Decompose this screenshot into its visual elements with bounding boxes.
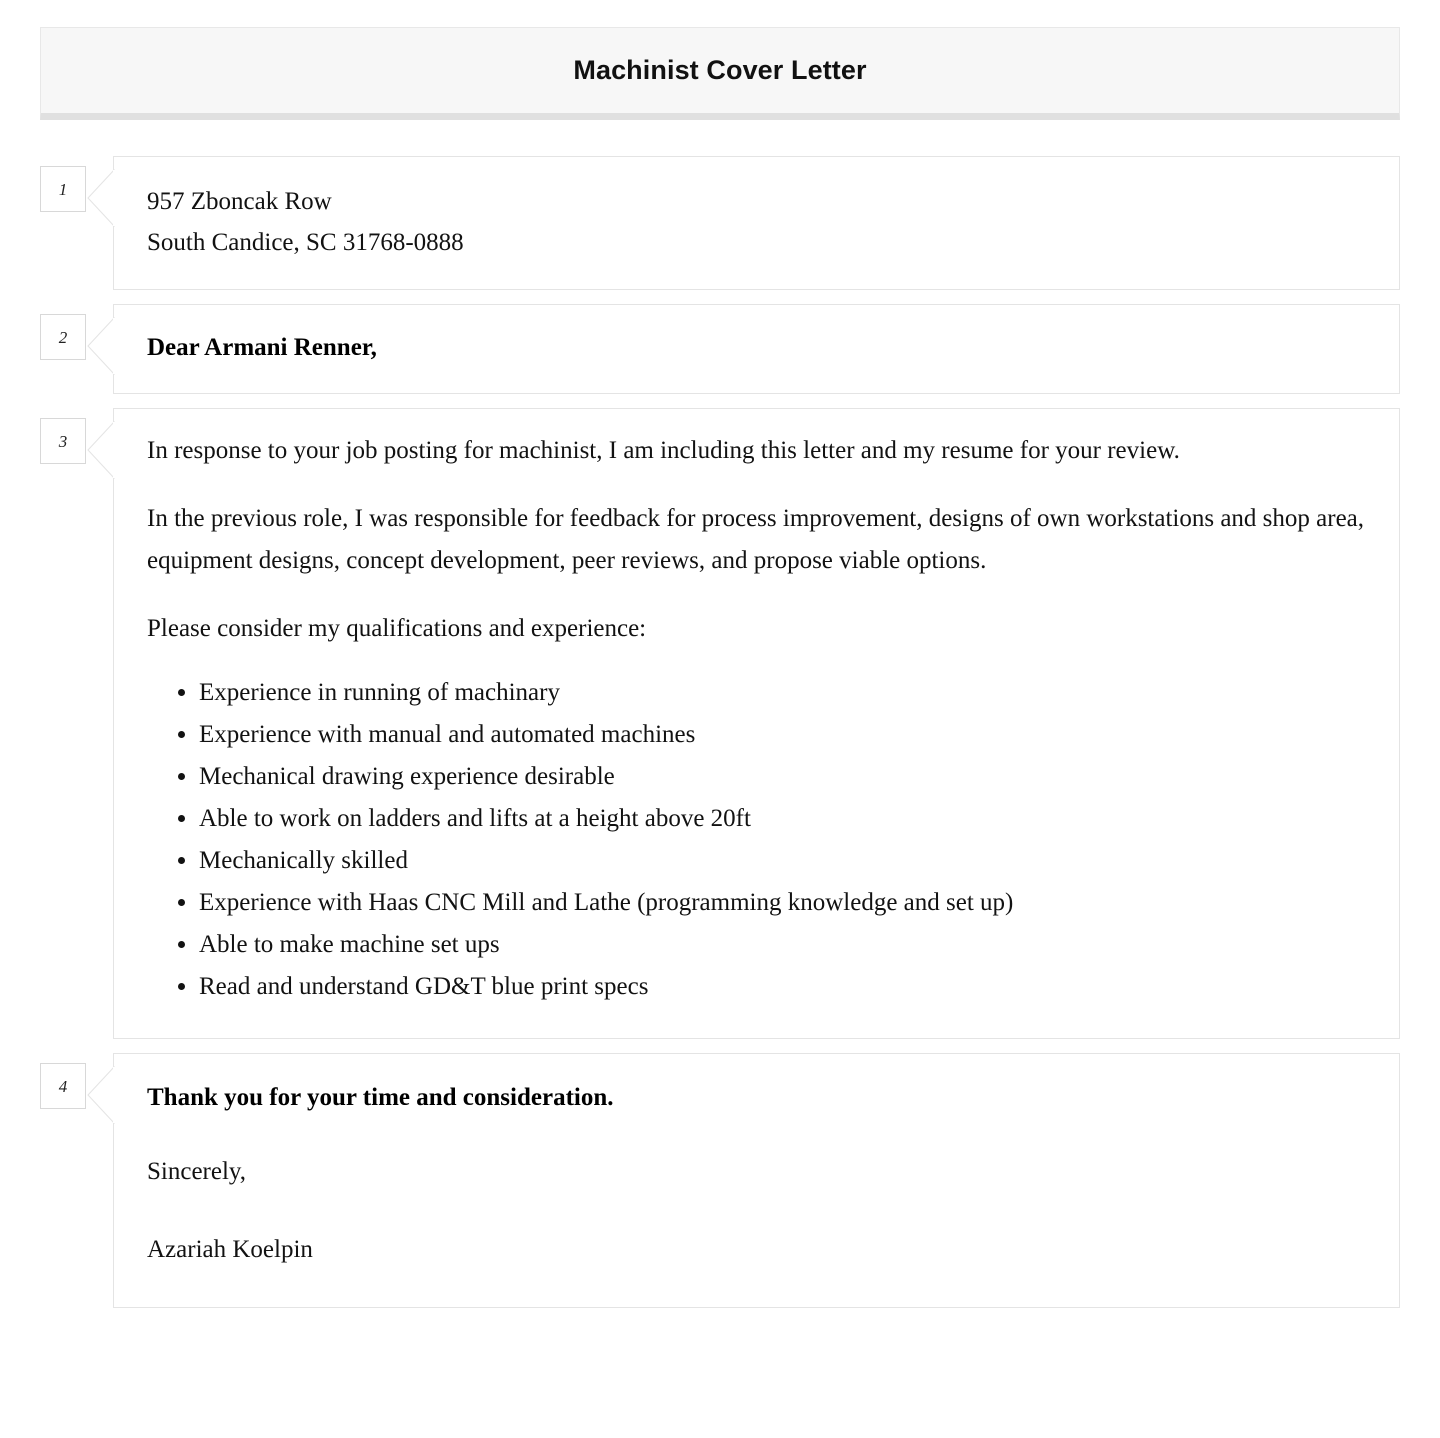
- list-item: • Able to make machine set ups: [199, 924, 1371, 966]
- section-tail-spacer-4: [86, 1053, 113, 1308]
- section-closing: [40, 1053, 1400, 1308]
- list-item: • Experience in running of machinary: [199, 672, 1371, 714]
- body-paragraph-3: Please consider my qualifications and experience:: [147, 615, 647, 642]
- cover-letter-page: [0, 27, 1440, 1366]
- signoff-text: Sincerely,: [147, 1158, 247, 1185]
- signature-text: Azariah Koelpin: [147, 1236, 313, 1263]
- page-title: Machinist Cover Letter: [573, 55, 867, 86]
- list-item: • Able to work on ladders and lifts at a height above 20ft: [199, 798, 1371, 840]
- section-letter-body: [40, 408, 1400, 1039]
- section-tail-spacer-2: [86, 304, 113, 394]
- list-item: • Read and understand GD&T blue print specs: [199, 966, 1371, 1008]
- thank-you-text: Thank you for your time and consideration.: [147, 1084, 614, 1111]
- section-number-badge-3: 3: [40, 418, 86, 464]
- section-list: [0, 156, 1440, 1366]
- address-line-2: South Candice, SC 31768-0888: [147, 229, 464, 256]
- list-item: • Mechanically skilled: [199, 840, 1371, 882]
- section-number-badge-4: 4: [40, 1063, 86, 1109]
- section-sender-address: [40, 156, 1400, 290]
- list-item: • Mechanical drawing experience desirable: [199, 756, 1371, 798]
- section-number-badge-2: 2: [40, 314, 86, 360]
- qualifications-list: [147, 672, 1371, 1008]
- address-line-1: 957 Zboncak Row: [147, 188, 332, 215]
- list-item: • Experience with manual and automated machines: [199, 714, 1371, 756]
- section-number-badge-1: 1: [40, 166, 86, 212]
- closing-box[interactable]: [113, 1053, 1400, 1308]
- section-tail-spacer-3: [86, 408, 113, 1039]
- document-header: [40, 27, 1400, 120]
- body-paragraph-1: In response to your job posting for machinist, I am including this letter and my resume for your review.: [147, 437, 1180, 464]
- salutation-text: Dear Armani Renner,: [147, 334, 377, 361]
- sender-address-box[interactable]: [113, 156, 1400, 290]
- body-paragraph-2: In the previous role, I was responsible for feedback for process improvement, designs of own workstations and shop area, equipment designs, concept development, peer reviews, and propose viable options.: [147, 505, 1365, 574]
- letter-body-box[interactable]: [113, 408, 1400, 1039]
- section-tail-spacer-1: [86, 156, 113, 290]
- section-salutation: [40, 304, 1400, 394]
- salutation-box[interactable]: [113, 304, 1400, 394]
- list-item: • Experience with Haas CNC Mill and Lathe (programming knowledge and set up): [199, 882, 1371, 924]
